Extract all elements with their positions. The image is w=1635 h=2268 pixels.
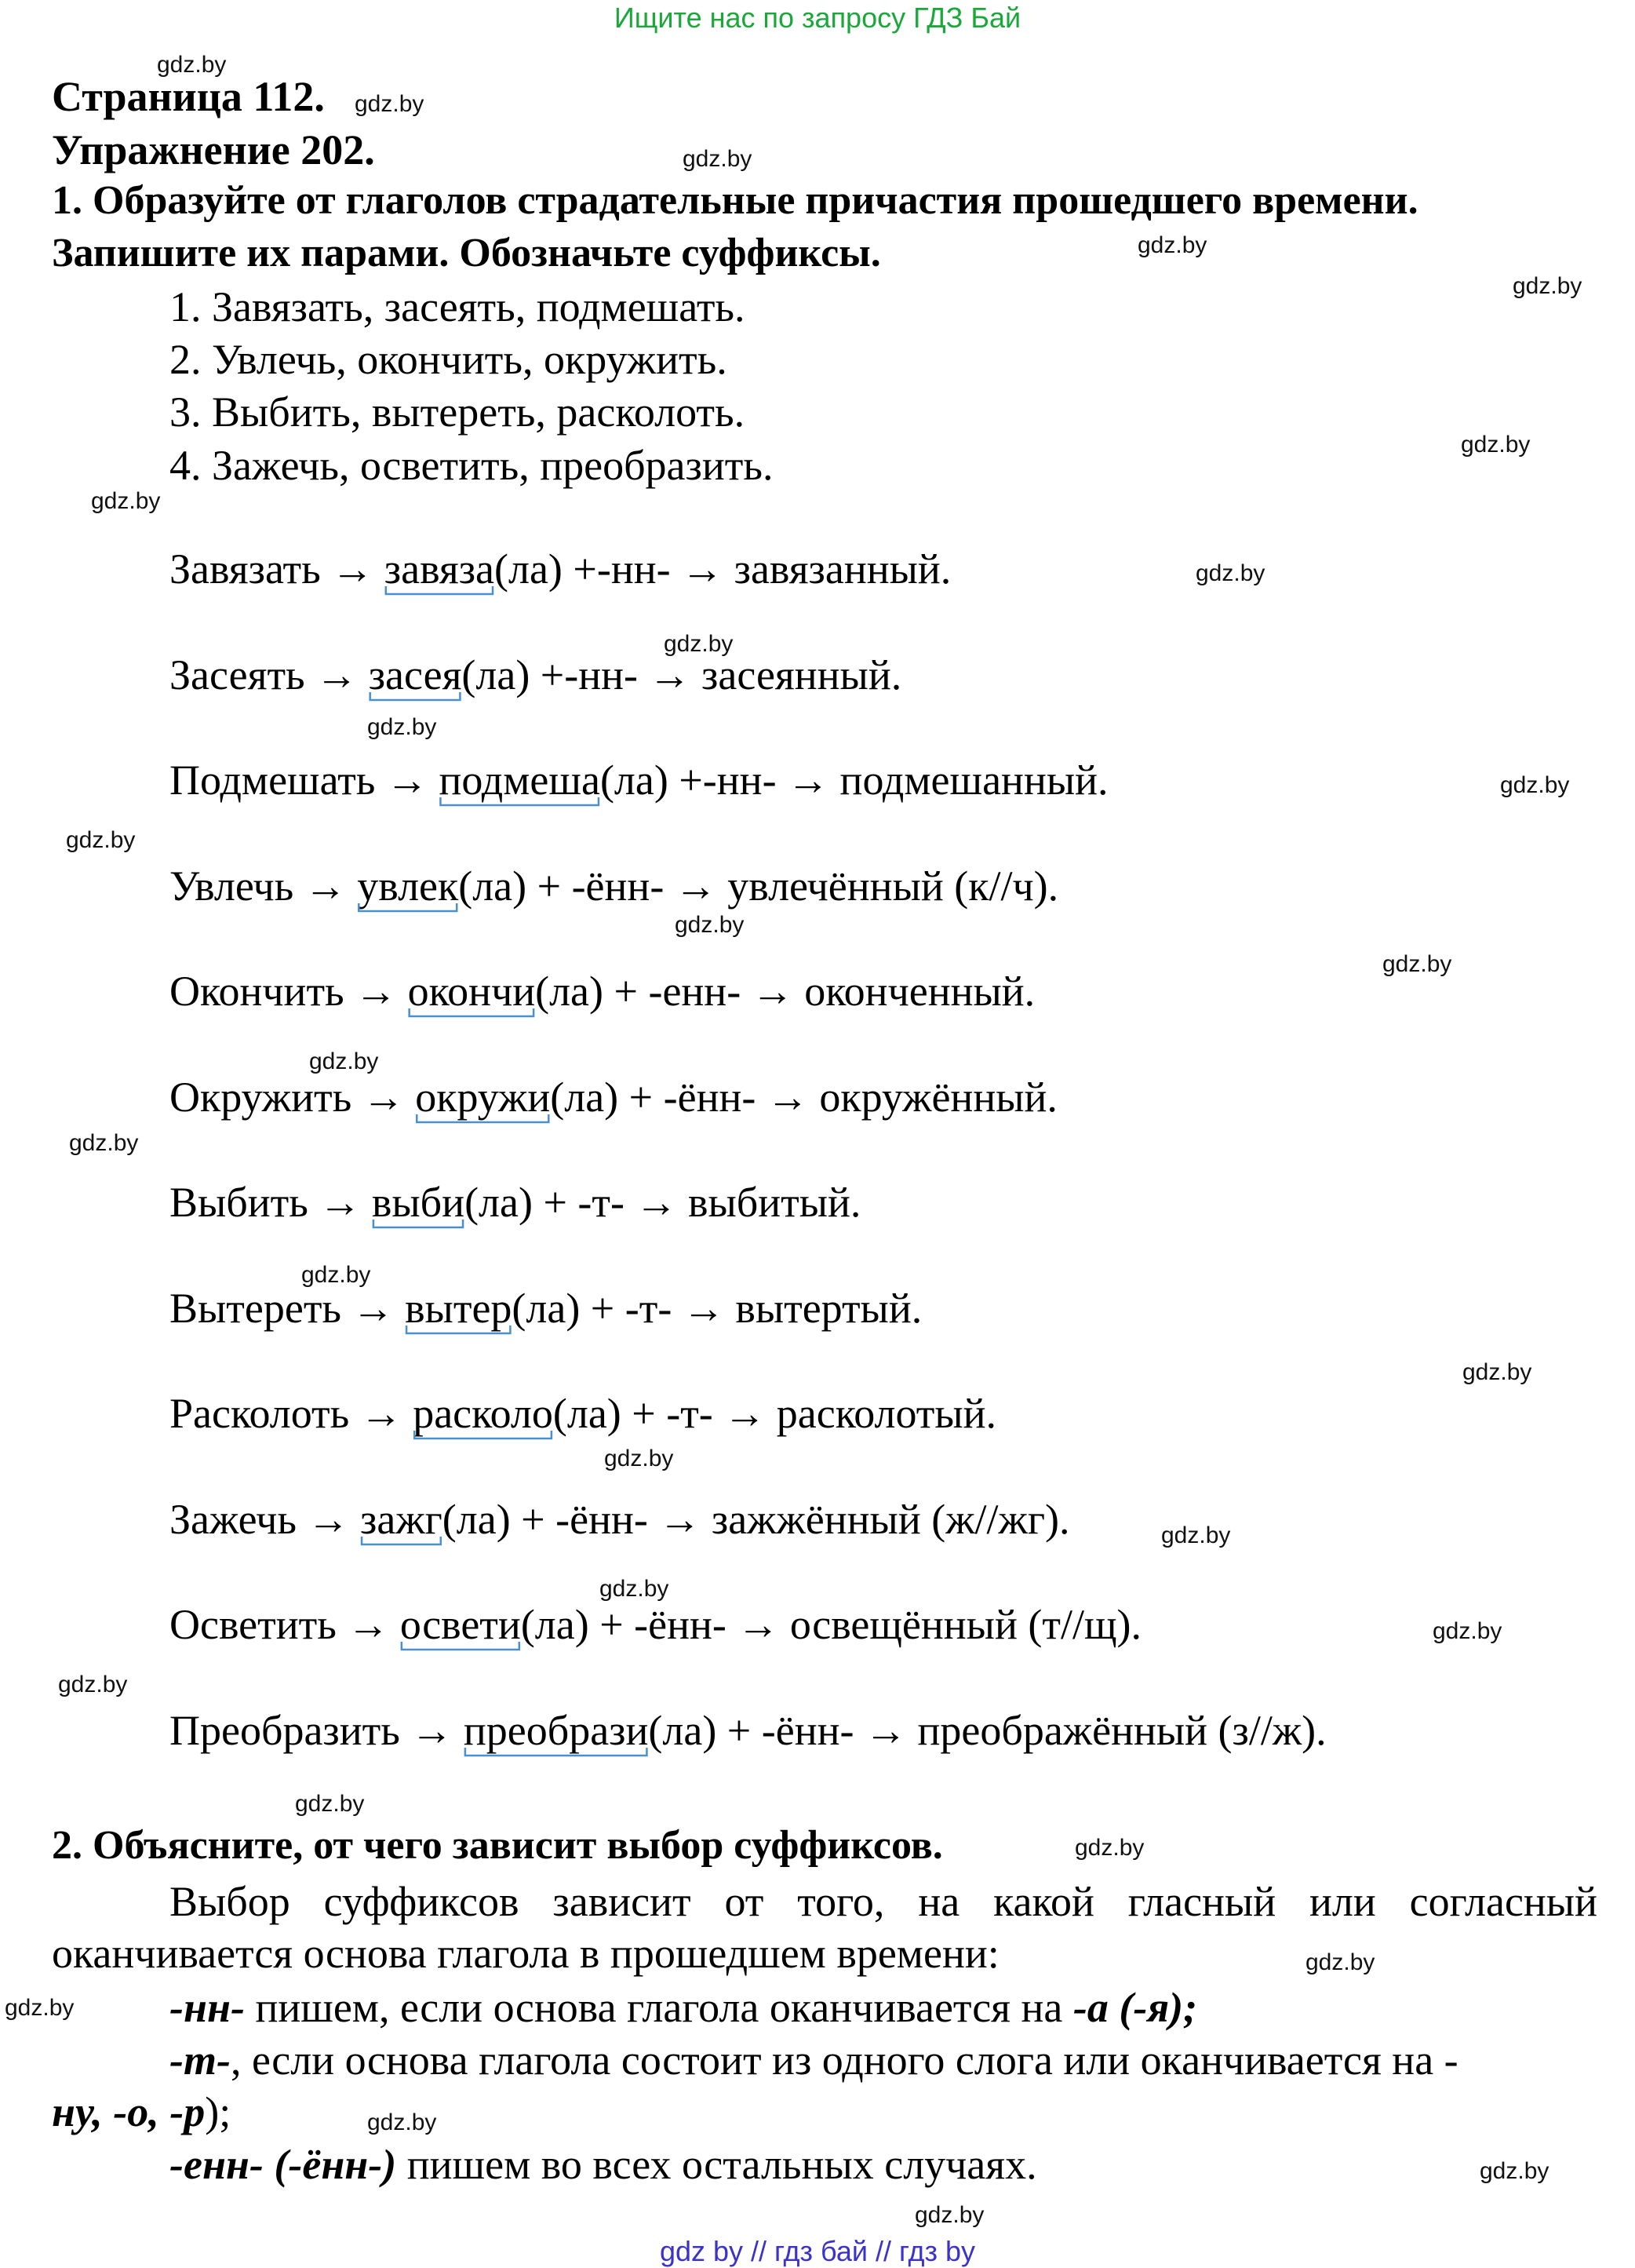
watermark: gdz.by (69, 1130, 139, 1156)
stem-bracket (410, 1008, 533, 1016)
stem-bracket (359, 903, 457, 911)
watermark: gdz.by (367, 714, 437, 740)
watermark: gdz.by (66, 827, 136, 853)
example-stem: зажг (360, 1496, 442, 1543)
watermark: gdz.by (355, 91, 424, 117)
stem-bracket (417, 1114, 548, 1122)
task2-heading: 2. Объясните, от чего зависит выбор суффиксов. (52, 1823, 943, 1868)
example-rest: (ла) + -ённ- → увлечённый (к//ч). (458, 862, 1059, 910)
stem-bracket (440, 797, 599, 805)
rule-3 (169, 2139, 1597, 2190)
rule1-text: пишем, если основа глагола оканчивается на (244, 1984, 1073, 2031)
page-number-heading: Страница 112. (52, 73, 325, 120)
stem-bracket (406, 1325, 510, 1333)
example-rest: (ла) + -енн- → оконченный. (535, 968, 1036, 1015)
stem-bracket (414, 1431, 552, 1438)
rule-1 (169, 1982, 1597, 2033)
example-verb: Завязать → (169, 545, 374, 593)
example-verb: Расколоть → (169, 1390, 402, 1437)
stem-bracket (362, 1537, 441, 1544)
example-rest: (ла) +-нн- → завязанный. (494, 545, 952, 593)
task-item-3: 3. Выбить, вытереть, расколоть. (169, 388, 745, 436)
rule1-end: -а (-я); (1072, 1984, 1198, 2031)
watermark: gdz.by (1138, 232, 1207, 258)
bottom-banner[interactable]: gdz by // гдз бай // гдз by (659, 2235, 976, 2267)
example-rest: (ла) + -ённ- → зажжённый (ж//жг). (442, 1496, 1070, 1543)
example-rest: (ла) + -ённ- → освещённый (т//щ). (520, 1601, 1142, 1648)
watermark: gdz.by (1075, 1835, 1145, 1861)
watermark: gdz.by (58, 1672, 128, 1697)
task-item-1: 1. Завязать, засеять, подмешать. (169, 283, 745, 330)
task1-heading-line2: Запишите их парами. Обозначьте суффиксы. (52, 231, 881, 275)
top-banner[interactable]: Ищите нас по запросу ГДЗ Бай (614, 2, 1021, 34)
example-verb: Подмешать → (169, 757, 428, 804)
example-stem: окончи (407, 968, 536, 1015)
watermark: gdz.by (301, 1262, 371, 1288)
example-verb: Выбить → (169, 1179, 362, 1226)
example-verb: Засеять → (169, 651, 359, 698)
stem-bracket (402, 1642, 519, 1650)
task2-intro-line1: Выбор суффиксов зависит от того, на какой гласный или согласный (169, 1878, 1597, 1925)
watermark: gdz.by (1382, 951, 1452, 977)
example-stem: увлек (357, 862, 459, 910)
watermark: gdz.by (309, 1048, 379, 1074)
task-item-4: 4. Зажечь, осветить, преобразить. (169, 442, 774, 489)
example-verb: Окружить → (169, 1074, 405, 1121)
stem-bracket (370, 692, 461, 700)
watermark: gdz.by (367, 2109, 437, 2135)
task2-intro-line2: оканчивается основа глагола в прошедшем времени: (52, 1930, 1000, 1977)
watermark: gdz.by (1461, 432, 1531, 458)
watermark: gdz.by (683, 146, 752, 172)
exercise-heading: Упражнение 202. (52, 126, 375, 173)
example-verb: Увлечь → (169, 862, 347, 910)
watermark: gdz.by (1480, 2158, 1549, 2184)
example-rest: (ла) +-нн- → подмешанный. (599, 757, 1109, 804)
example-rest: (ла) + -ённ- → преображённый (з//ж). (648, 1707, 1327, 1754)
rule2-tail: ); (205, 2088, 231, 2135)
task1-heading-line1: 1. Образуйте от глаголов страдательные причастия прошедшего времени. (52, 178, 1418, 223)
watermark: gdz.by (1161, 1522, 1231, 1548)
watermark: gdz.by (91, 488, 161, 514)
rule2-text: , если основа глагола состоит из одного слога или оканчивается на - (230, 2036, 1458, 2084)
watermark: gdz.by (915, 2202, 985, 2228)
example-verb: Преобразить → (169, 1707, 453, 1754)
watermark: gdz.by (1196, 560, 1265, 586)
example-stem: завяза (384, 545, 495, 593)
watermark: gdz.by (295, 1791, 365, 1817)
example-stem: вытер (405, 1285, 512, 1332)
watermark: gdz.by (1305, 1949, 1375, 1975)
example-stem: преобрази (463, 1707, 649, 1754)
rule2-end: ну, -о, -р (52, 2088, 206, 2135)
example-verb: Осветить → (169, 1601, 390, 1648)
stem-bracket (386, 586, 493, 594)
example-verb: Окончить → (169, 968, 398, 1015)
rule3-text: пишем во всех остальных случаях. (396, 2141, 1037, 2188)
rule2-suffix: -т- (169, 2036, 231, 2084)
watermark: gdz.by (5, 1995, 75, 2021)
stem-bracket (373, 1220, 463, 1227)
watermark: gdz.by (675, 912, 745, 938)
example-verb: Зажечь → (169, 1496, 350, 1543)
watermark: gdz.by (1462, 1359, 1532, 1385)
stem-bracket (465, 1748, 647, 1756)
example-rest: (ла) + -т- → расколотый. (552, 1390, 997, 1437)
example-stem: выби (371, 1179, 465, 1226)
rule3-suffix: -енн- (-ённ-) (169, 2141, 397, 2188)
watermark: gdz.by (1500, 772, 1570, 798)
example-stem: расколо (413, 1390, 553, 1437)
example-rest: (ла) + -ённ- → окружённый. (550, 1074, 1058, 1121)
watermark: gdz.by (664, 631, 734, 657)
rule-2 (52, 2034, 1597, 2138)
task-item-2: 2. Увлечь, окончить, окружить. (169, 336, 727, 383)
watermark: gdz.by (604, 1446, 674, 1471)
example-stem: освети (399, 1601, 521, 1648)
watermark: gdz.by (1433, 1618, 1502, 1644)
rule1-suffix: -нн- (169, 1984, 245, 2031)
watermark: gdz.by (1513, 273, 1582, 299)
example-rest: (ла) + -т- → вытертый. (512, 1285, 923, 1332)
example-verb: Вытереть → (169, 1285, 395, 1332)
example-rest: (ла) + -т- → выбитый. (464, 1179, 861, 1226)
example-stem: засея (368, 651, 462, 698)
watermark: gdz.by (599, 1576, 669, 1602)
example-stem: окружи (415, 1074, 551, 1121)
watermark: gdz.by (157, 52, 227, 78)
example-stem: подмеша (439, 757, 600, 804)
example-rest: (ла) +-нн- → засеянный. (461, 651, 902, 698)
